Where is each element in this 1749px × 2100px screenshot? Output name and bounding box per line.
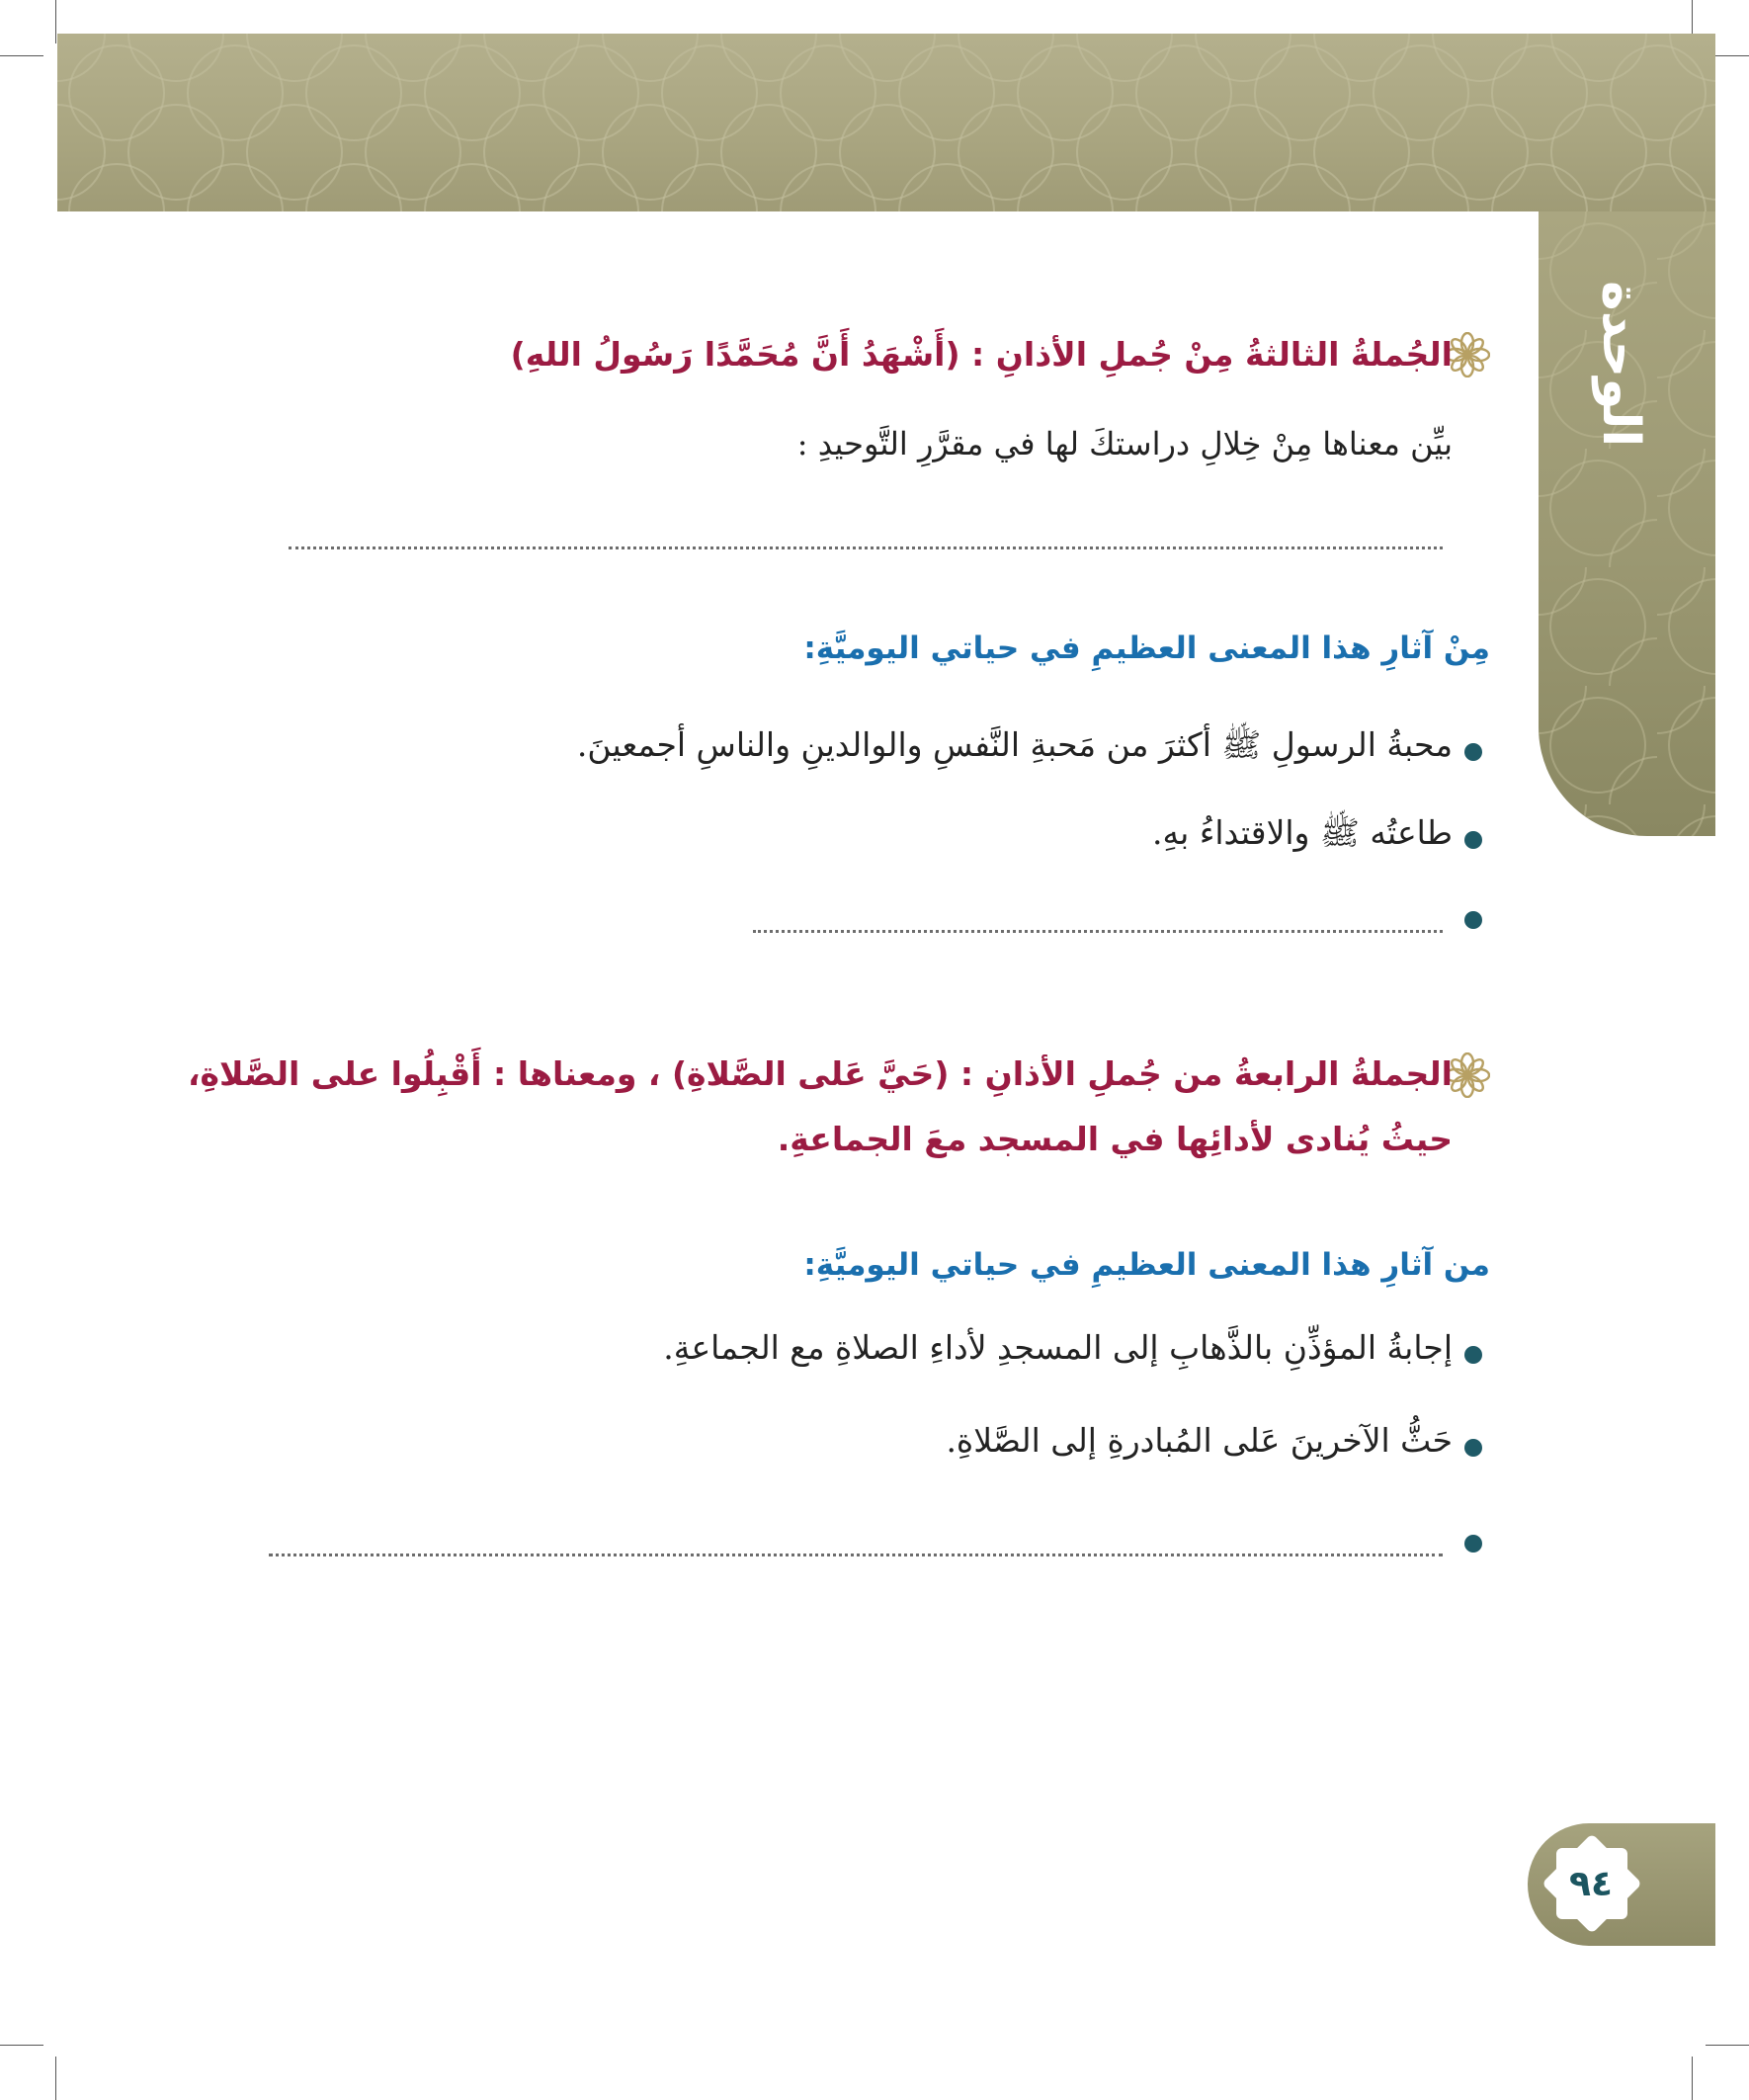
crop-mark — [55, 2057, 56, 2100]
answer-line[interactable] — [753, 930, 1443, 933]
section2-subheading: من آثارِ هذا المعنى العظيمِ في حياتي اليوميَّةِ: — [803, 1247, 1490, 1283]
unit-title: الوحدة الأولى — [1472, 280, 1650, 448]
list-item: محبةُ الرسولِ ﷺ أكثرَ من مَحبةِ النَّفسِ والوالدينِ والناسِ أجمعينَ. — [576, 725, 1453, 764]
crop-mark — [0, 2045, 43, 2046]
section1-heading: الجُملةُ الثالثةُ مِنْ جُملِ الأذانِ : (أَشْهَدُ أَنَّ مُحَمَّدًا رَسُولُ اللهِ) — [510, 335, 1453, 374]
header-band — [57, 34, 1715, 211]
list-item: إجابةُ المؤذِّنِ بالذَّهابِ إلى المسجدِ لأداءِ الصلاةِ مع الجماعةِ. — [663, 1328, 1453, 1367]
bullet-dot — [1464, 1535, 1482, 1553]
crop-mark — [0, 55, 43, 56]
answer-line[interactable] — [269, 1554, 1443, 1556]
answer-line[interactable] — [289, 546, 1443, 549]
crop-mark — [1692, 2057, 1693, 2100]
bullet-dot — [1464, 831, 1482, 849]
crop-mark — [1706, 2045, 1749, 2046]
page-number: ٩٤ — [1569, 1864, 1613, 1904]
section2-heading: الجملةُ الرابعةُ من جُملِ الأذانِ : (حَيَّ عَلى الصَّلاةِ) ، ومعناها : أَقْبِلُوا على الصَّلاةِ، حيثُ يُنادى لأدائِها في المسجد معَ الجماعةِ. — [188, 1054, 1453, 1158]
bullet-dot — [1464, 911, 1482, 929]
list-item: حَثُّ الآخرينَ عَلى المُبادرةِ إلى الصَّلاةِ. — [946, 1421, 1453, 1460]
section1-subheading: مِنْ آثارِ هذا المعنى العظيمِ في حياتي اليوميَّةِ: — [803, 630, 1490, 666]
crop-mark — [55, 0, 56, 43]
bullet-dot — [1464, 1439, 1482, 1457]
list-item: طاعتُه ﷺ والاقتداءُ بهِ. — [1151, 813, 1453, 852]
bullet-dot — [1464, 1346, 1482, 1364]
instruction-text: بيِّن معناها مِنْ خِلالِ دراستكَ لها في مقرَّرِ التَّوحيدِ : — [796, 425, 1453, 462]
bullet-dot — [1464, 743, 1482, 761]
